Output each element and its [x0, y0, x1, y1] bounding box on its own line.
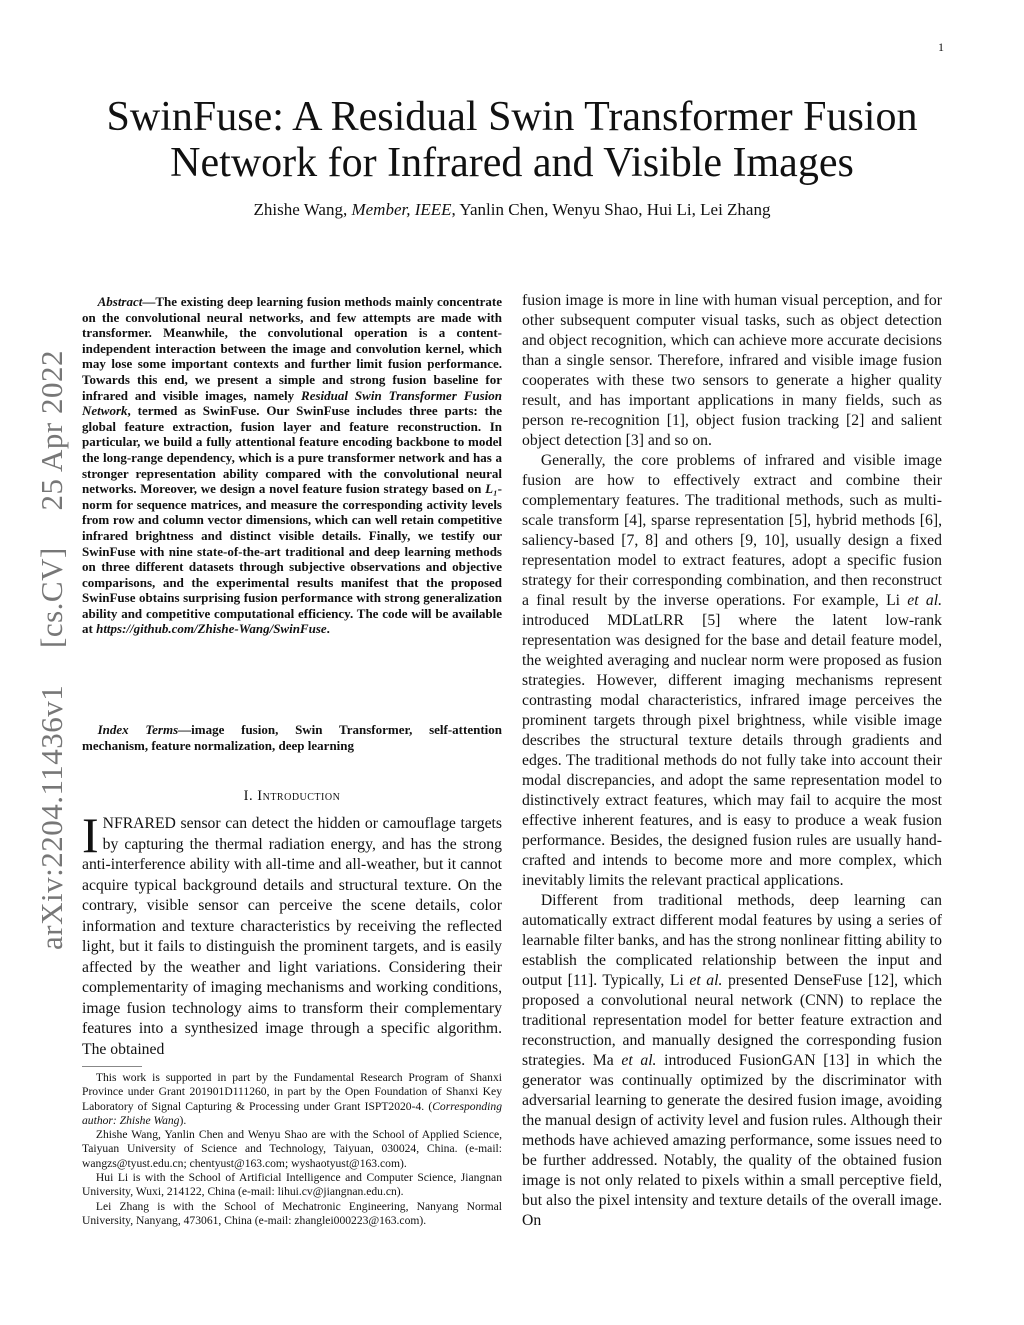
footnote-affiliation-2: Hui Li is with the School of Artificial Intelligence and Computer Science, Jiangnan University, Wuxi, 214122, China (e-mail: lihui.cv@jiangnan.edu.cn).: [82, 1171, 502, 1199]
footnote-funding: This work is supported in part by the Fundamental Research Program of Shanxi Province under Grant 201901D111260, in part by the Open Foundation of Shanxi Key Laboratory of Signal Capturing & Processing under Grant ISPT2020-4. (Corresponding author: Zhishe Wang).: [82, 1071, 502, 1127]
index-terms: [82, 722, 502, 753]
code-link[interactable]: https://github.com/Zhishe-Wang/SwinFuse: [96, 621, 327, 637]
arxiv-date: 25 Apr 2022: [34, 350, 69, 511]
footnote-affiliation-1: Zhishe Wang, Yanlin Chen and Wenyu Shao are with the School of Applied Science, Taiyuan University of Science and Technology, Taiyuan, 030024, China. (e-mail: wangzs@tyust.edu.cn; chentyust@163.com; wyshaotyust@163.com).: [82, 1128, 502, 1170]
author-list: [80, 200, 944, 220]
page-number: 1: [938, 40, 944, 54]
abstract-text-2: , termed as SwinFuse. Our SwinFuse includes three parts: the global feature extraction, fusion layer and feature reconstruction. In particular, we build a fully attentional feature encoding backbone to model the long-range dependency, which is a pure transformer network and has a stronger representation ability compared with the convolutional neural networks. Moreover, we design a novel feature fusion strategy based on: [82, 403, 502, 497]
arxiv-id: arXiv:2204.11436v1: [34, 684, 69, 950]
abstract-network-name: Residual Swin Transformer Fusion Network: [82, 387, 503, 419]
author-membership: Member, IEEE: [351, 200, 452, 219]
corresponding-author: Corresponding author: Zhishe Wang: [82, 1099, 502, 1127]
abstract: [82, 294, 502, 637]
paragraph-continued: fusion image is more in line with human visual perception, and for other subsequent computer visual tasks, such as object detection and object recognition, which can achieve more accurate decisions than a single sensor. Therefore, infrared and visible image fusion cooperates with these two sensors to generate a higher quality result, and has important applications in many fields, such as person re-recognition [1], object fusion tracking [2] and salient object detection [3] and so on.: [522, 292, 942, 449]
index-terms-text: —image fusion, Swin Transformer, self-attention mechanism, feature normalization, deep learning: [82, 722, 502, 753]
section-number: I.: [243, 788, 254, 804]
et-al: et al.: [907, 592, 942, 609]
author-first: Zhishe Wang,: [253, 200, 348, 219]
author-rest: , Yanlin Chen, Wenyu Shao, Hui Li, Lei Zhang: [451, 200, 771, 219]
abstract-text-1: —The existing deep learning fusion methods mainly concentrate on the convolutional neural networks, and few attempts are made with transformer. Meanwhile, the convolutional operation is a content-independent interaction between the image and convolution kernel, which may lose some important contexts and further limit fusion performance. Towards this end, we present a simple and strong fusion baseline for infrared and visible images, namely: [82, 294, 502, 403]
arxiv-category: [cs.CV]: [34, 547, 69, 648]
abstract-text-3: -norm for sequence matrices, and measure the corresponding activity levels from row and column vector dimensions, which can well retain competitive infrared brightness and distinct visible details. Finally, we testify our SwinFuse with nine state-of-the-art traditional and deep learning methods on three different datasets through subjective observations and objective comparisons, and the experimental results manifest that the proposed SwinFuse obtains surprising fusion performance with strong generalization ability and competitive computational efficiency. The code will be available at: [82, 481, 502, 637]
section-heading: [82, 788, 502, 805]
paper-title: SwinFuse: A Residual Swin Transformer Fusion Network for Infrared and Visible Images: [106, 94, 918, 186]
right-column: [522, 291, 942, 1231]
section-title: Introduction: [257, 788, 341, 804]
paragraph-deep-learning: Different from traditional methods, deep learning can automatically extract different modal features by using a series of learnable filter banks, and has the strong nonlinear fitting ability to establish the complicated relationship between the input and output [11]. Typically, Li et al. presented DenseFuse [12], which proposed a convolutional neural network (CNN) to replace the traditional representation model for better feature extraction and reconstruction, and manually designed the corresponding fusion strategies. Ma et al. introduced FusionGAN [13] in which the generator was continually optimized by the discriminator with adversarial learning to generate the desired fusion image, avoiding the manual design of activity level and fusion rules. Although their methods have achieved amazing performance, some issues need to be further addressed. Notably, the quality of the obtained fusion image is not only related to pixels within a small perceptive field, but also the pixel intensity and texture details of the overall image. On: [522, 892, 942, 1229]
paragraph-traditional-methods: Generally, the core problems of infrared and visible image fusion are how to effectively extract and combine their complementary features. The traditional methods, such as multi-scale transform [4], sparse representation [5], hybrid methods [6], saliency-based [7, 8] and others [9, 10], usually design a fixed representation model to extract features, adopt a specific fusion strategy for their corresponding combination, and then reconstruct a final result by the inverse operations. For example, Li et al. introduced MDLatLRR [5] where the latent low-rank representation was designed for the base and detail feature model, the weighted averaging and nuclear norm were proposed as fusion strategies. However, different imaging mechanisms represent contrasting modal characteristics, infrared image perceives the prominent targets through pixel brightness, while visible image describes the structural texture details through gradients and edges. The traditional methods do not fully take into account their modal discrepancies, and adopt the same representation model to distinctively extract features, which may fail to acquire the most effective inherent features, and is easy to produce a weak fusion performance. Besides, the designed fusion rules are usually hand-crafted and intends to become more and more complex, which inevitably limits the relevant practical applications.: [522, 452, 942, 889]
intro-first-word: NFRARED: [102, 815, 176, 832]
abstract-end: .: [326, 621, 330, 637]
intro-paragraph-1: sensor can detect the hidden or camouflage targets by capturing the thermal radiation energy, and has the strong anti-interference ability with all-time and all-weather, but it cannot acquire typical background details and structural texture. On the contrary, visible sensor can perceive the scene details, color information and texture characteristics by receiving the reflected light, but it fails to distinguish the prominent targets, and is easily affected by the weather and light variations. Considering their complementarity of imaging mechanisms and working conditions, image fusion technology aims to transform their complementary features into a synthesized image through a specific algorithm. The obtained: [82, 815, 502, 1058]
et-al: et al.: [689, 972, 723, 989]
footnote-affiliation-3: Lei Zhang is with the School of Mechatronic Engineering, Nanyang Normal University, Nanyang, 473061, China (e-mail: zhanglei000223@163.com).: [82, 1199, 502, 1227]
arxiv-identifier[interactable]: [34, 350, 70, 950]
abstract-norm-symbol: L₁: [485, 481, 498, 497]
footnotes: [82, 1071, 502, 1228]
introduction-text: [82, 807, 502, 1060]
abstract-label: Abstract: [97, 294, 143, 309]
index-terms-label: Index Terms: [97, 722, 179, 737]
et-al: et al.: [621, 1052, 657, 1069]
footnote-divider: [82, 1066, 142, 1067]
drop-cap: I: [82, 807, 99, 863]
